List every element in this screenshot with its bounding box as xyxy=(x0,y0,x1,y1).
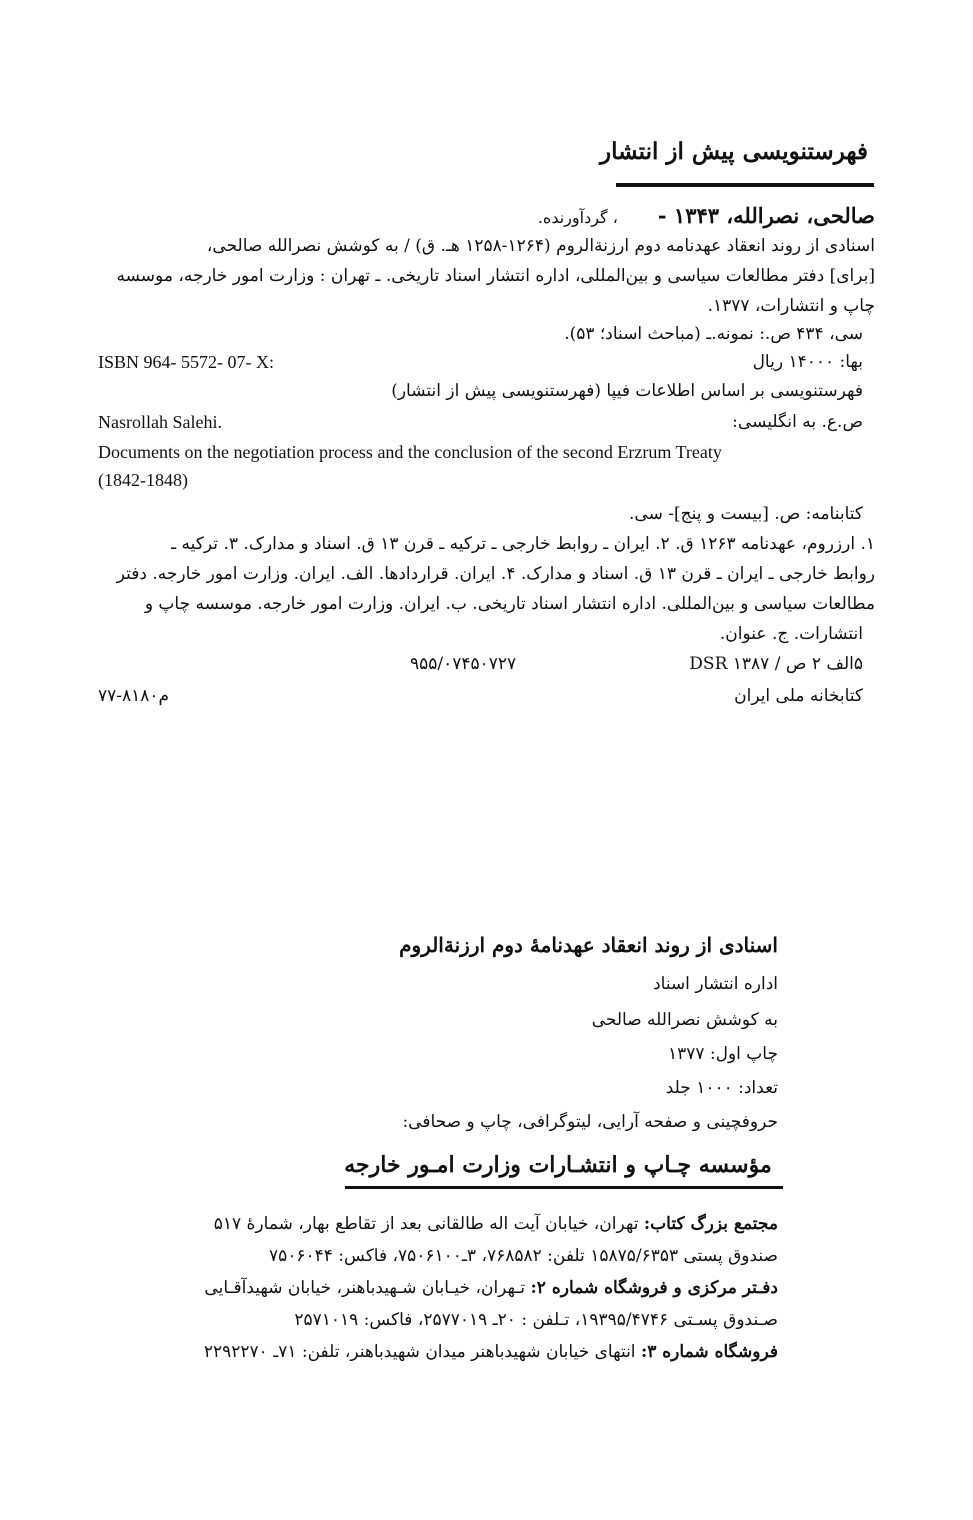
subjects-line-1: ۱. ارزروم، عهدنامه ۱۲۶۳ ق. ۲. ایران ـ روابط خارجی ـ ترکیه ـ قرن ۱۳ ق. اسناد و مدارک. ۳. ترکیه ـ xyxy=(171,534,875,554)
class-number: ۵الف ۲ ص / DSR ۱۳۸۷ xyxy=(689,654,863,674)
book-office: اداره انتشار اسناد xyxy=(653,974,778,994)
address-store3-text: انتهای خیابان شهیدباهنر میدان شهیدباهنر، تلفن: ۷۱ـ ۲۲۹۲۲۷۰ xyxy=(203,1342,636,1362)
price: بها: ۱۴۰۰۰ ریال xyxy=(752,352,863,372)
address-store2 xyxy=(204,1276,778,1300)
author-line xyxy=(538,204,875,230)
subjects-line-3: مطالعات سیاسی و بین‌المللی. اداره انتشار اسناد تاریخی. ب. ایران. وزارت امور خارجه. موسسه چاپ و xyxy=(144,594,875,614)
english-author: Nasrollah Salehi. xyxy=(98,412,222,432)
bibliography: کتابنامه: ص. [بیست و پنج]- سی. xyxy=(629,504,863,524)
book-printing: حروفچینی و صفحه آرایی، لیتوگرافی، چاپ و صحافی: xyxy=(402,1112,778,1132)
library-name: کتابخانه ملی ایران xyxy=(734,686,863,706)
address-main-label: مجتمع بزرگ کتاب: xyxy=(643,1214,778,1234)
english-label: ص.ع. به انگلیسی: xyxy=(732,412,863,432)
dewey-number: ۹۵۵/۰۷۴۵۰۷۲۷ xyxy=(410,654,517,674)
address-store2-text: تـهران، خیـابان شـهیدباهنر، خیابان شهیدآقـایی xyxy=(204,1278,526,1298)
address-store3-label: فروشگاه شماره ۳: xyxy=(640,1342,778,1362)
publisher-name: مؤسسه چـاپ و انتشـارات وزارت امـور خارجه xyxy=(344,1152,772,1178)
address-main-text: تهران، خیابان آیت اله طالقانی بعد از تقاطع بهار، شمارهٔ ۵۱۷ xyxy=(213,1214,639,1234)
english-title-line-2: (1842-1848) xyxy=(98,470,188,490)
title-line-2: [برای] دفتر مطالعات سیاسی و بین‌المللی، اداره انتشار اسناد تاریخی. ـ تهران : وزارت امور خارجه، موسسه xyxy=(116,266,875,286)
address-store2-contact: صـندوق پسـتی ۱۹۳۹۵/۴۷۴۶، تـلفن : ۲۰ـ ۲۵۷۷۰۱۹، فاکس: ۲۵۷۱۰۱۹ xyxy=(294,1310,778,1330)
book-copies: تعداد: ۱۰۰۰ جلد xyxy=(665,1078,778,1098)
address-store2-label: دفـتر مرکزی و فروشگاه شماره ۲: xyxy=(530,1278,778,1298)
library-number: ۷۷-۸۱۸۰م xyxy=(98,686,170,706)
publisher-rule xyxy=(345,1186,783,1189)
address-store3 xyxy=(204,1340,778,1364)
book-edition: چاپ اول: ۱۳۷۷ xyxy=(667,1044,778,1064)
title-line-3: چاپ و انتشارات، ۱۳۷۷. xyxy=(707,296,875,316)
isbn: ISBN 964- 5572- 07- X: xyxy=(98,352,274,372)
title-line-1: اسنادی از روند انعقاد عهدنامه دوم ارزنةالروم (۱۲۶۴-۱۲۵۸ هـ. ق) / به کوشش نصرالله صالحی، xyxy=(206,236,875,256)
subjects-line-2: روابط خارجی ـ ایران ـ قرن ۱۳ ق. اسناد و مدارک. ۴. ایران. قراردادها. الف. ایران. وزارت امور خارجه. دفتر xyxy=(116,564,875,584)
book-compiler: به کوشش نصرالله صالحی xyxy=(591,1010,778,1030)
author-name: صالحی، نصرالله، ۱۳۴۳ - xyxy=(657,203,875,228)
cip-heading-rule xyxy=(616,183,874,187)
address-main xyxy=(214,1212,778,1236)
english-title-line-1: Documents on the negotiation process and the conclusion of the second Erzrum Treaty xyxy=(98,442,722,462)
cip-heading: فهرستنویسی پیش از انتشار xyxy=(600,138,868,165)
book-title: اسنادی از روند انعقاد عهدنامهٔ دوم ارزنةالروم xyxy=(399,933,778,957)
subjects-line-4: انتشارات. ج. عنوان. xyxy=(719,624,863,644)
fipa-note: فهرستنویسی بر اساس اطلاعات فیپا (فهرستنویسی پیش از انتشار) xyxy=(391,381,863,401)
pages-line: سی، ۴۳۴ ص.: نمونه.ـ (مباحث اسناد؛ ۵۳). xyxy=(564,324,863,344)
author-role: ، گردآورنده. xyxy=(537,208,618,227)
address-main-contact: صندوق پستی ۱۵۸۷۵/۶۳۵۳ تلفن: ۷۶۸۵۸۲، ۳ـ۷۵۰۶۱۰۰، فاکس: ۷۵۰۶۰۴۴ xyxy=(268,1246,778,1266)
